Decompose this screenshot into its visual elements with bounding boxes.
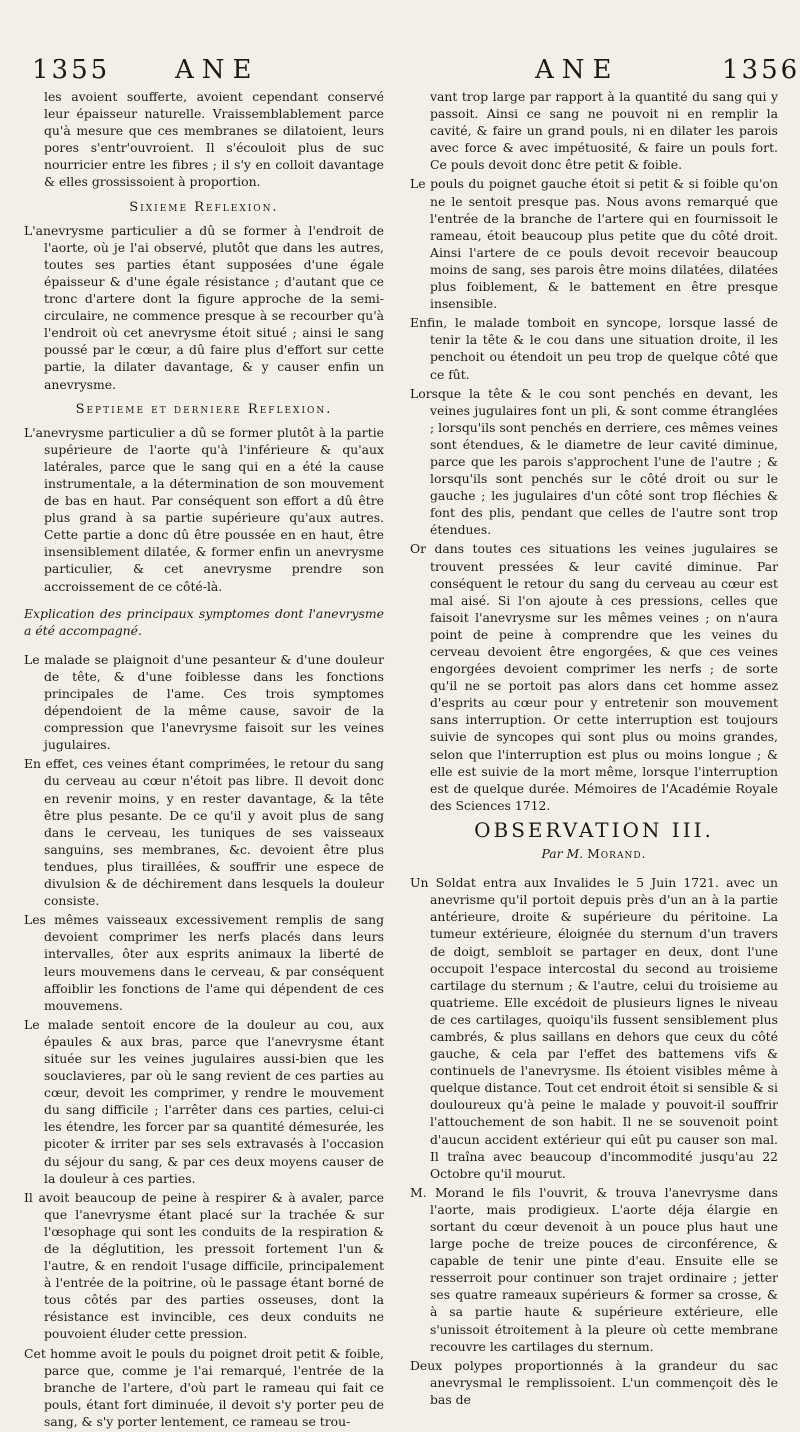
right-page-number: 1356: [722, 55, 800, 85]
paragraph: Le pouls du poignet gauche étoit si petit & si foible qu'on ne le sentoit presque pas. Nous avons remarqué que l'entrée de la branche de l'artere qui en fournissoit le rameau, étoit beaucoup plus petite que du côté droit. Ainsi l'artere de ce pouls devoit recevoir beaucoup moins de sang, ses parois être moins dilatées, dilatées plus foiblement, & le battement en être presque insensible.: [410, 176, 778, 312]
paragraph: Cet homme avoit le pouls du poignet droit petit & foible, parce que, comme je l'ai remarqué, l'entrée de la branche de l'artere, d'où part le rameau qui fait ce pouls, étant fort diminuée, il devoit s'y porter peu de sang, & s'y porter lentement, ce rameau se trou-: [24, 1345, 384, 1429]
observation-title: OBSERVATION III.: [474, 817, 714, 842]
explication-title: Explication des principaux symptomes dont l'anevrysme a été accompagné.: [24, 605, 384, 638]
paragraph: Un Soldat entra aux Invalides le 5 Juin 1721. avec un anevrisme qu'il portoit depuis près d'un an à la partie antérieure, droite & supérieure du péritoine. La tumeur extérieure, éloignée du sternum d'un travers de doigt, sembloit se partager en deux, dont l'une occupoit l'espace intercostal du second au troisieme cartilage du sternum ; & l'autre, celui du troisieme au quatrieme. Elle excédoit de plusieurs lignes le niveau de ces cartilages, quoiqu'ils fussent sensiblement plus cambrés, & plus saillans en dehors que ceux du côté gauche, & cela par l'effet des battemens vifs & continuels de l'anevrysme. Ils étoient visibles même à quelque distance. Tout cet endroit étoit si sensible & si douloureux qu'à peine le malade y pouvoit-il souffrir l'attouchement de son habit. Il ne se souvenoit point d'aucun accident extérieur qui eût pu causer son mal. Il traîna avec beaucoup d'incommodité jusqu'au 22 Octobre qu'il mourut.: [410, 875, 778, 1181]
paragraph: En effet, ces veines étant comprimées, le retour du sang du cerveau au cœur n'étoit pas libre. Il devoit donc en revenir moins, y en rester davantage, & la tête être plus pesante. De ce qu'il y avoit plus de sang dans le cerveau, les tuniques de ses vaisseaux sanguins, ses membranes, &c. devoient être plus tendues, plus tiraillées, & souffrir une espece de divulsion & de déchirement dans lesquels la douleur consiste.: [24, 756, 384, 909]
paragraph: vant trop large par rapport à la quantité du sang qui y passoit. Ainsi ce sang ne pouvoit ni en remplir la cavité, & faire un grand pouls, ni en dilater les parois avec force & avec impétuosité, & faire un pouls fort. Ce pouls devoit donc être petit & foible.: [430, 89, 778, 173]
byline-author: Morand.: [587, 846, 647, 862]
byline-par: Par M.: [541, 846, 588, 862]
section-heading-septieme: Septieme et derniere Reflexion.: [75, 401, 333, 417]
right-column: [410, 88, 778, 1410]
paragraph: Lorsque la tête & le cou sont penchés en devant, les veines jugulaires font un pli, & sont comme étranglées ; lorsqu'ils sont penchés en derriere, ces mêmes veines sont étendues, & le diametre de leur cavité diminue, parce que les parois s'approchent l'une de l'autre ; & lorsqu'ils sont penchés sur le côté droit ou sur le gauche ; les jugulaires d'un côté sont trop fléchies & font des plis, pendant que celles de l'autre sont trop étendues.: [410, 385, 778, 538]
left-page-number: 1355: [32, 55, 111, 85]
paragraph: Deux polypes proportionnés à la grandeur du sac anevrysmal le remplissoient. L'un commençoit dès le bas de: [410, 1357, 778, 1407]
byline: [410, 845, 778, 862]
section-heading-sixieme: Sixieme Reflexion.: [129, 199, 279, 215]
paragraph: Les mêmes vaisseaux excessivement remplis de sang devoient comprimer les nerfs placés dans leurs intervalles, ôter aux esprits animaux la liberté de leurs mouvemens dans le cerveau, & par conséquent affoiblir les fonctions de l'ame qui dépendent de ces mouvemens.: [24, 912, 384, 1013]
right-running-head: ANE: [535, 55, 620, 85]
paragraph: Le malade sentoit encore de la douleur au cou, aux épaules & aux bras, parce que l'anevrysme étant située sur les veines jugulaires aussi-bien que les souclavieres, par où le sang revient de ces parties au cœur, devoit les comprimer, y rendre le mouvement du sang difficile ; l'arrêter dans ces parties, celui-ci les étendre, les forcer par sa quantité démesurée, les picoter & irriter par ses sels extravasés à l'occasion du séjour du sang, & par ces deux moyens causer de la douleur à ces parties.: [24, 1016, 384, 1186]
paragraph: Le malade se plaignoit d'une pesanteur & d'une douleur de tête, & d'une foiblesse dans les fonctions principales de l'ame. Ces trois symptomes dépendoient de la même cause, savoir de la compression que l'anevrysme faisoit sur les veines jugulaires.: [24, 651, 384, 753]
paragraph: L'anevrysme particulier a dû se former plutôt à la partie supérieure de l'aorte qu'à l'inférieure & qu'aux latérales, parce que le sang qui en a été la cause instrumentale, a la détermination de son mouvement de bas en haut. Par conséquent son effort a dû être plus grand à sa partie supérieure qu'aux autres. Cette partie a donc dû être poussée en en haut, être insensiblement dilatée, & former enfin un anevrysme particulier, & cet anevrysme prendre son accroissement de ce côté-là.: [24, 424, 384, 594]
paragraph: Il avoit beaucoup de peine à respirer & à avaler, parce que l'anevrysme étant placé sur la trachée & sur l'œsophage qui sont les conduits de la respiration & de la déglutition, les pressoit fortement l'un & l'autre, & en rendoit l'usage difficile, principalement à l'entrée de la poitrine, où le passage étant borné de tous côtés par des parties osseuses, dont la résistance est invincible, ces deux conduits ne pouvoient éluder cette pression.: [24, 1189, 384, 1342]
paragraph: Enfin, le malade tomboit en syncope, lorsque lassé de tenir la tête & le cou dans une situation droite, il les penchoit ou étendoit un peu trop de quelque côté que ce fût.: [410, 315, 778, 382]
paragraph: M. Morand le fils l'ouvrit, & trouva l'anevrysme dans l'aorte, mais prodigieux. L'aorte déja élargie en sortant du cœur devenoit à un pouce plus haut une large poche de treize pouces de circonférence, & capable de tenir une pinte d'eau. Ensuite elle se resserroit pour continuer son trajet ordinaire ; jetter ses quatre rameaux supérieurs & former sa crosse, & à sa partie haute & supérieure extérieure, elle s'unissoit étroitement à la pleure où cette membrane recouvre les cartilages du sternum.: [410, 1184, 778, 1354]
paragraph: Or dans toutes ces situations les veines jugulaires se trouvent pressées & leur cavité diminue. Par conséquent le retour du sang du cerveau au cœur est mal aisé. Si l'on ajoute à ces pressions, celles que faisoit l'anevrysme sur les mêmes veines ; on n'aura point de peine à comprendre que les veines du cerveau devoient être engorgées, & que ces veines engorgées devoient comprimer les nerfs ; de sorte qu'il ne se portoit pas alors dans cet homme assez d'esprits au cœur pour y entretenir son mouvement sans interruption. Or cette interruption est toujours suivie de syncopes qui sont plus ou moins grandes, selon que l'interruption est plus ou moins longue ; & elle est suivie de la mort même, lorsque l'interruption est de quelque durée. Mémoires de l'Académie Royale des Sciences 1712.: [410, 541, 778, 813]
intro-paragraph: les avoient soufferte, avoient cependant conservé leur épaisseur naturelle. Vraissemblablement parce qu'à mesure que ces membranes se dilatoient, leurs pores s'entr'ouvroient. Il s'écouloit plus de suc nourricier entre les fibres ; il s'y en colloit davantage & elles grossissoient à proportion.: [44, 89, 384, 190]
paragraph: L'anevrysme particulier a dû se former à l'endroit de l'aorte, où je l'ai observé, plutôt que dans les autres, toutes ses parties étant supposées d'une égale épaisseur & d'une égale résistance ; d'autant que ce tronc d'artere dont la figure approche de la semi-circulaire, ne commence presque à se recourber qu'à l'endroit où cet anevrysme étoit situé ; ainsi le sang poussé par le cœur, a dû faire plus d'effort sur cette partie, la dilater davantage, & y causer enfin un anevrysme.: [24, 222, 384, 392]
left-column: [24, 88, 384, 1432]
left-running-head: ANE: [175, 55, 260, 85]
